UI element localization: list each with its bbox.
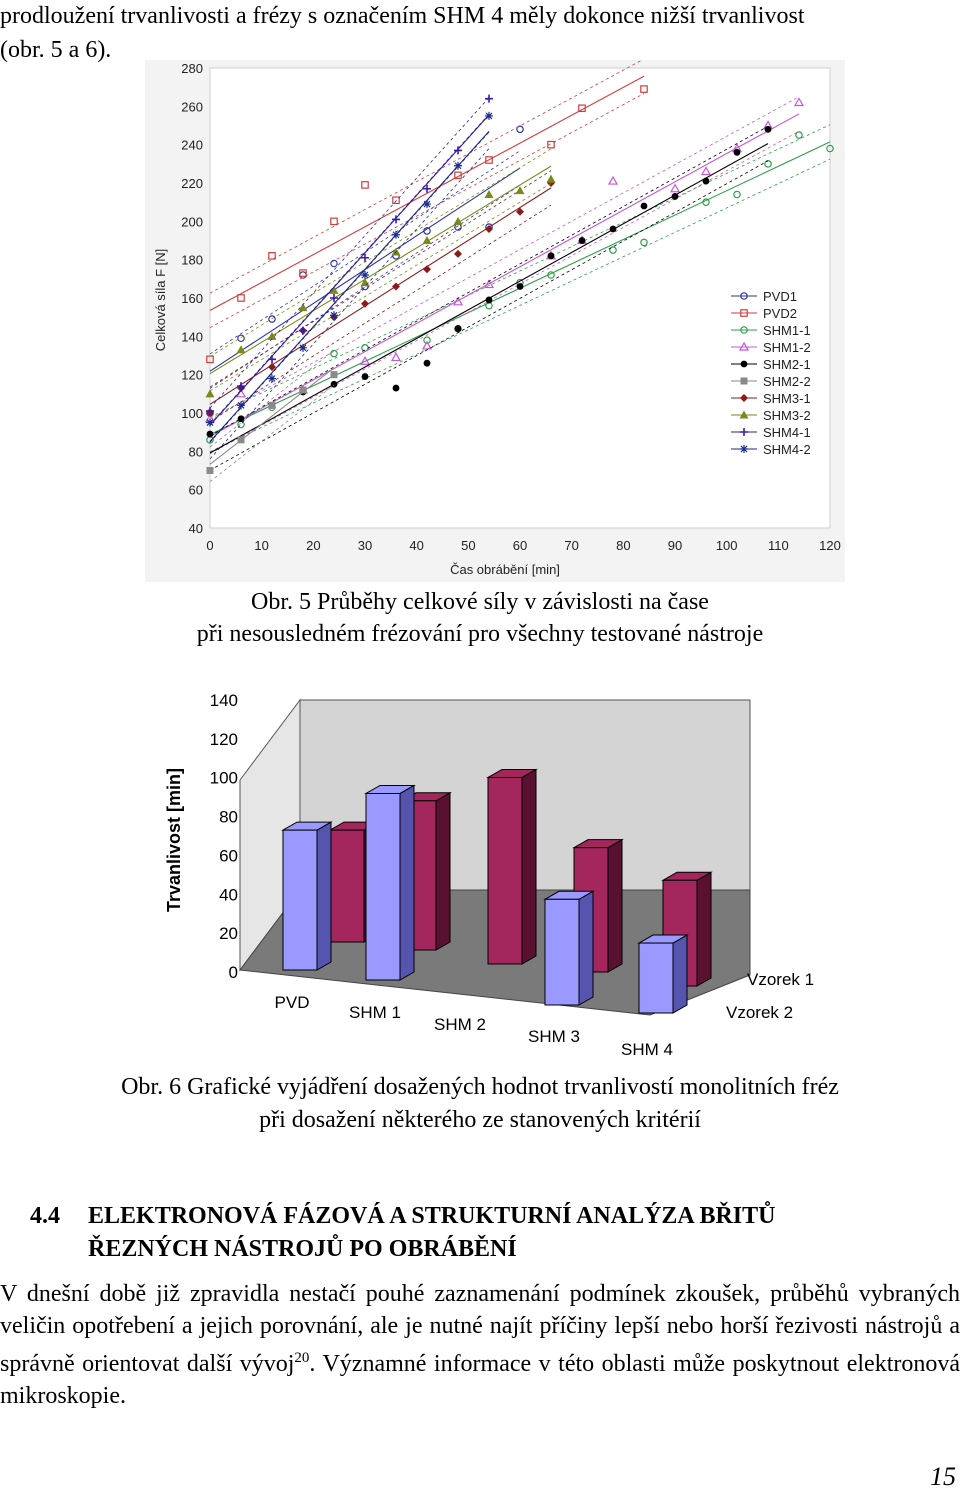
category-label: SHM 3	[528, 1027, 580, 1046]
data-point	[393, 385, 400, 392]
data-point	[361, 271, 369, 279]
data-point	[207, 431, 214, 438]
x-tick-label: 40	[409, 538, 424, 553]
bar-side	[317, 822, 331, 970]
data-point	[331, 371, 338, 378]
data-point	[703, 178, 710, 185]
x-tick-label: 50	[461, 538, 476, 553]
data-point	[392, 231, 400, 239]
data-point	[424, 360, 431, 367]
data-point	[237, 401, 245, 409]
figure-6-caption-line-1: Obr. 6 Grafické vyjádření dosažených hodnot trvanlivostí monolitních fréz	[121, 1074, 839, 1100]
y-tick-label: 120	[209, 729, 238, 749]
x-tick-label: 110	[767, 538, 789, 553]
y-tick-label: 60	[188, 482, 203, 498]
paragraph-text-1: V dnešní době již zpravidla nestačí pouhé zaznamenání podmínek zkoušek, průběhů vybraných veličin opotřebení a jejich porovnání, ale je nutné najít příčiny lepší nebo horší řezivosti nástrojů a správně orientovat další vývoj	[0, 1281, 960, 1377]
data-point	[238, 436, 245, 443]
body-paragraph	[0, 1278, 960, 1412]
bar-front	[488, 777, 522, 964]
bar-side	[608, 840, 622, 972]
y-tick-label: 40	[219, 885, 238, 905]
data-point	[765, 126, 772, 133]
bar-front	[366, 793, 400, 980]
bar-side	[522, 769, 536, 964]
bar-side	[436, 793, 450, 950]
x-tick-label: 30	[357, 538, 373, 553]
data-point	[641, 203, 648, 210]
y-axis-label: Trvanlivost [min]	[164, 767, 184, 913]
data-point	[454, 162, 462, 170]
paragraph-text-2: . Významné informace v této oblasti může poskytnout elektronová mikroskopie.	[0, 1351, 960, 1409]
bar-vzorek1-2	[488, 769, 536, 964]
y-tick-label: 180	[181, 252, 203, 268]
y-tick-label: 160	[181, 291, 203, 306]
y-tick-label: 140	[209, 691, 238, 710]
legend-label: SHM1-2	[763, 340, 811, 355]
x-axis-label: Čas obrábění [min]	[450, 562, 560, 577]
x-tick-label: 90	[667, 538, 683, 553]
figure-6-chart	[150, 680, 850, 1070]
intro-line-1: prodloužení trvanlivosti a frézy s označením SHM 4 měly dokonce nižší trvanlivost	[0, 3, 805, 29]
bar-vzorek2-4	[639, 935, 687, 1013]
y-tick-label: 260	[181, 99, 203, 115]
y-tick-label: 200	[181, 214, 203, 230]
y-tick-label: 280	[181, 61, 203, 76]
y-tick-label: 80	[219, 807, 238, 827]
figure-5-caption-line-1: Obr. 5 Průběhy celkové síly v závislosti na čase	[251, 589, 709, 615]
legend-label: SHM1-1	[763, 323, 811, 338]
y-tick-label: 20	[219, 924, 238, 944]
legend-label: SHM2-1	[763, 357, 811, 372]
intro-line-2: (obr. 5 a 6).	[0, 37, 112, 63]
footnote-ref: 20	[294, 1350, 310, 1366]
y-tick-label: 40	[188, 521, 203, 536]
data-point	[485, 112, 493, 120]
x-tick-label: 60	[512, 538, 528, 553]
bar-front	[545, 899, 579, 1005]
category-label: SHM 2	[434, 1015, 486, 1034]
y-tick-label: 80	[188, 444, 203, 460]
legend-label: PVD2	[763, 306, 797, 321]
data-point	[299, 344, 307, 352]
legend-label: PVD1	[763, 289, 797, 304]
data-point	[206, 419, 214, 427]
data-point	[300, 387, 307, 394]
y-tick-label: 220	[181, 176, 203, 191]
y-tick-label: 100	[181, 406, 203, 421]
data-point	[741, 361, 748, 368]
legend-label: SHM4-1	[763, 425, 811, 440]
data-point	[672, 193, 679, 200]
bar-vzorek2-3	[545, 891, 593, 1005]
category-label: PVD	[274, 993, 310, 1012]
data-point	[517, 283, 524, 290]
tool-life-bar-chart	[150, 680, 850, 1070]
bar-side	[400, 785, 414, 980]
y-tick-label: 0	[228, 963, 238, 982]
section-title-line-2: ŘEZNÝCH NÁSTROJŮ PO OBRÁBĚNÍ	[88, 1236, 517, 1262]
category-label: SHM 4	[621, 1040, 673, 1059]
y-tick-label: 100	[209, 768, 238, 788]
bar-vzorek2-1	[366, 785, 414, 980]
bar-front	[330, 830, 364, 942]
bar-side	[673, 935, 687, 1013]
bar-side	[579, 891, 593, 1005]
y-tick-label: 140	[181, 329, 203, 345]
bar-vzorek2-0	[283, 822, 331, 970]
data-point	[610, 226, 617, 233]
legend-label: SHM3-1	[763, 391, 811, 406]
section-title-line-1: ELEKTRONOVÁ FÁZOVÁ A STRUKTURNÍ ANALÝZA BŘITŮ	[88, 1203, 776, 1229]
x-tick-label: 70	[564, 538, 579, 553]
bar-side	[697, 872, 711, 986]
data-point	[362, 373, 369, 380]
data-point	[207, 467, 214, 474]
y-tick-label: 240	[181, 137, 203, 153]
x-tick-label: 0	[206, 538, 214, 553]
data-point	[579, 237, 586, 244]
data-point	[486, 297, 493, 304]
x-tick-label: 80	[616, 538, 631, 553]
data-point	[331, 381, 338, 388]
y-tick-label: 120	[181, 367, 203, 383]
data-point	[548, 252, 555, 259]
data-point	[330, 311, 338, 319]
y-tick-label: 60	[219, 846, 238, 866]
section-number: 4.4	[30, 1203, 60, 1229]
x-tick-label: 120	[819, 538, 841, 553]
x-tick-label: 10	[254, 538, 269, 553]
bar-front	[283, 830, 317, 970]
data-point	[268, 375, 276, 383]
legend-label: SHM2-2	[763, 374, 811, 389]
series-label: Vzorek 2	[726, 1003, 794, 1022]
x-tick-label: 20	[306, 538, 321, 553]
data-point	[734, 149, 741, 156]
figure-6-caption-line-2: při dosažení některého ze stanovených kritérií	[259, 1107, 701, 1133]
figure-5-caption-line-2: při nesousledném frézování pro všechny testované nástroje	[196, 621, 764, 647]
legend-label: SHM4-2	[763, 442, 811, 457]
force-time-chart	[145, 60, 845, 582]
y-axis-label: Celková síla F [N]	[153, 248, 168, 352]
data-point	[269, 402, 276, 409]
data-point	[741, 378, 748, 385]
data-point	[740, 445, 748, 453]
x-tick-label: 100	[715, 538, 738, 553]
category-label: SHM 1	[349, 1003, 401, 1022]
data-point	[455, 325, 462, 332]
bar-front	[639, 943, 673, 1013]
figure-5-chart	[145, 60, 845, 582]
legend-label: SHM3-2	[763, 408, 811, 423]
data-point	[423, 200, 431, 208]
series-label: Vzorek 1	[747, 970, 815, 989]
page-number: 15	[930, 1462, 956, 1491]
